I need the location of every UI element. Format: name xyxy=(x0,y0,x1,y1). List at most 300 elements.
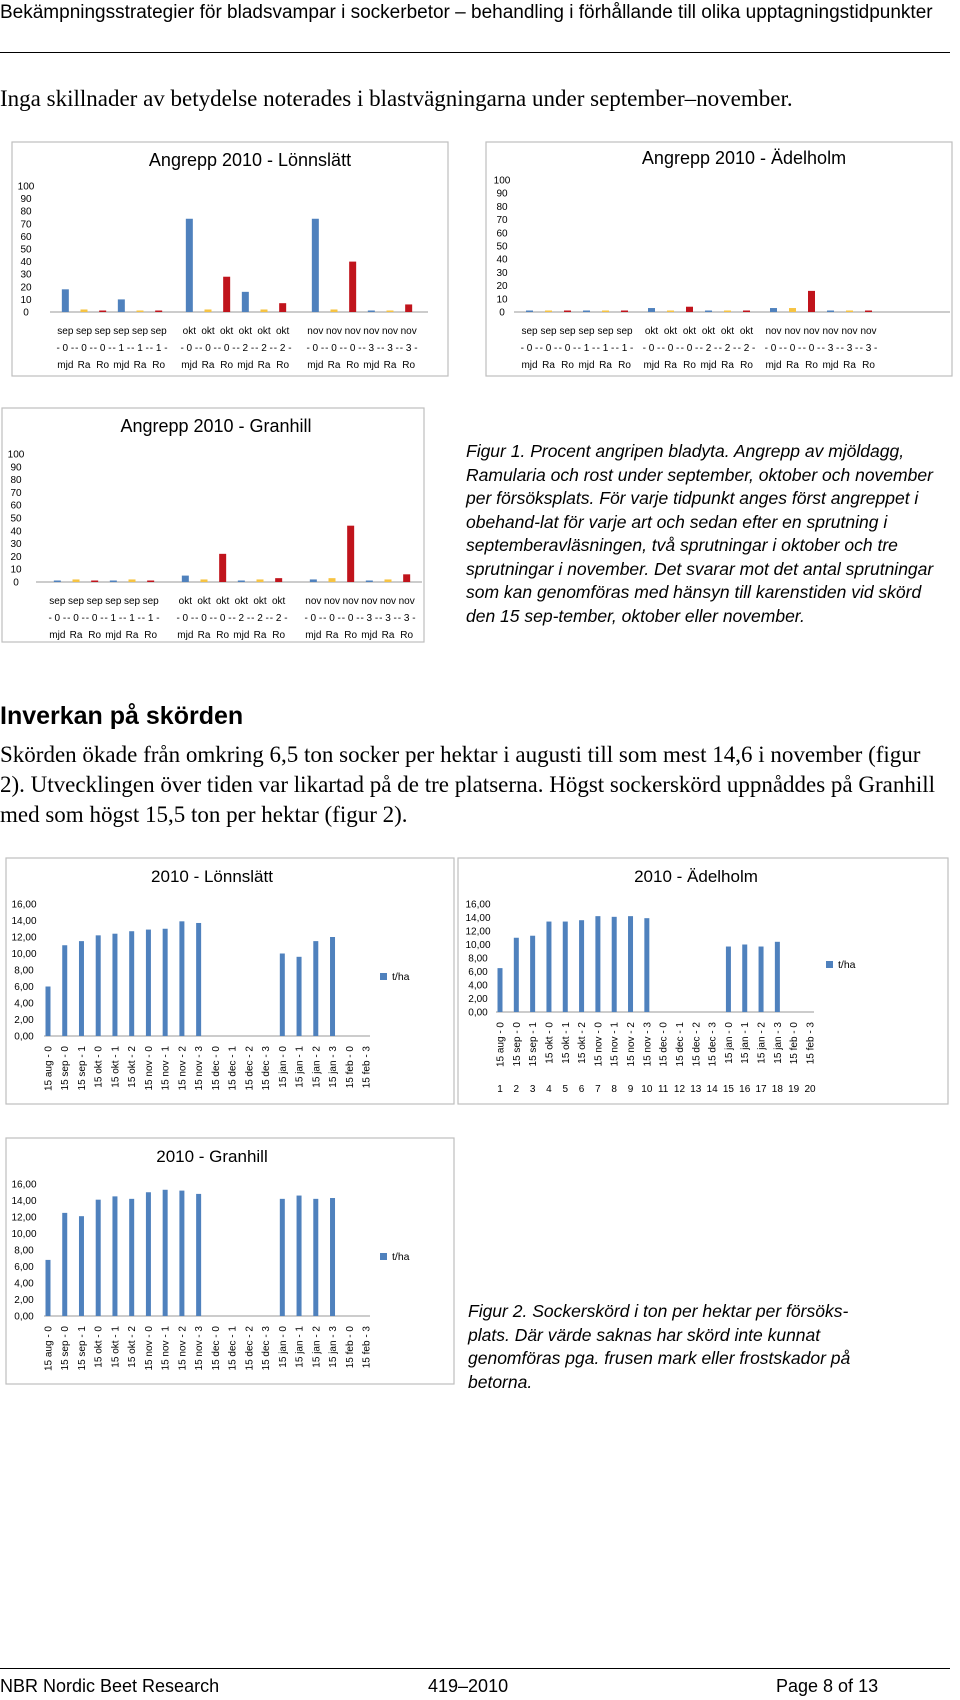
x-tick-label: Ra xyxy=(201,360,215,371)
x-tick-label: - 0 - xyxy=(85,613,104,624)
attack-bar xyxy=(201,579,208,582)
x-tick-label: - 3 - xyxy=(821,343,840,354)
chart-yield-lonnslatt xyxy=(4,856,456,1106)
yield-bar xyxy=(644,918,649,1012)
header-rule xyxy=(0,52,950,53)
x-tick-label: - 3 - xyxy=(362,343,381,354)
x-tick-label: - 1 - xyxy=(123,613,141,624)
x-tick-label: mjd xyxy=(181,360,198,371)
attack-bar xyxy=(667,311,674,313)
x-tick-label: 15 sep - 1 xyxy=(528,1022,540,1067)
x-index-label: 8 xyxy=(611,1084,617,1095)
yield-bar xyxy=(530,936,535,1012)
x-tick-label: - 3 - xyxy=(399,343,418,354)
yield-bar xyxy=(112,934,117,1036)
x-tick-label: 15 jan - 1 xyxy=(294,1326,306,1368)
x-tick-label: Ra xyxy=(843,360,856,371)
x-tick-label: nov xyxy=(765,326,782,337)
x-tick-label: Ra xyxy=(253,630,267,641)
yield-bar xyxy=(146,1192,151,1316)
x-index-label: 5 xyxy=(562,1084,569,1095)
attack-bar xyxy=(808,291,815,312)
x-tick-label: Ro xyxy=(344,630,358,641)
x-tick-label: mjd xyxy=(700,360,717,371)
x-tick-label: Ra xyxy=(327,360,341,371)
chart-title: 2010 - Ädelholm xyxy=(634,867,758,886)
yield-bar xyxy=(579,920,584,1012)
chart-title: 2010 - Granhill xyxy=(156,1147,268,1166)
attack-bar xyxy=(329,578,336,582)
yield-bar xyxy=(62,1213,67,1316)
x-index-label: 16 xyxy=(739,1084,751,1095)
x-tick-label: - 1 - xyxy=(577,343,596,354)
x-tick-label: - 2 - xyxy=(232,613,251,624)
x-tick-label: Ro xyxy=(400,630,414,641)
x-tick-label: okt xyxy=(215,596,230,607)
attack-bar xyxy=(648,308,655,312)
x-tick-label: 15 dec - 0 xyxy=(210,1326,222,1371)
x-tick-label: sep xyxy=(131,326,149,337)
attack-bar xyxy=(526,311,533,313)
x-tick-label: - 2 - xyxy=(718,343,737,354)
x-index-label: 17 xyxy=(755,1084,767,1095)
y-tick-label: 60 xyxy=(20,231,32,243)
y-tick-label: 8,00 xyxy=(14,965,34,977)
y-tick-label: 10 xyxy=(496,294,508,306)
chart-angrepp-adelholm xyxy=(484,140,954,378)
y-tick-label: 10,00 xyxy=(11,949,37,960)
figure2-caption: Figur 2. Sockerskörd i ton per hektar per försöks-plats. Där värde saknas har skörd inte kunnat genomföras pga. frusen mark eller frostskador på betorna. xyxy=(468,1301,851,1392)
x-tick-label: Ra xyxy=(383,360,397,371)
x-tick-label: nov xyxy=(323,596,341,607)
x-tick-label: Ro xyxy=(96,360,110,371)
y-tick-label: 2,00 xyxy=(14,1295,34,1306)
attack-bar xyxy=(129,579,136,582)
x-index-label: 18 xyxy=(771,1084,783,1095)
yield-bar xyxy=(163,929,168,1036)
footer-right: Page 8 of 13 xyxy=(776,1676,879,1696)
x-tick-label: - 1 - xyxy=(131,343,149,354)
x-tick-label: - 0 - xyxy=(56,343,75,354)
x-tick-label: - 0 - xyxy=(199,343,217,354)
attack-bar xyxy=(261,309,268,312)
y-tick-label: 100 xyxy=(7,449,25,461)
yield-bar xyxy=(96,935,101,1036)
attack-bar xyxy=(743,311,750,313)
x-tick-label: - 0 - xyxy=(341,613,360,624)
x-tick-label: 15 dec - 0 xyxy=(658,1022,670,1067)
attack-bar xyxy=(403,574,410,582)
x-tick-label: Ra xyxy=(325,630,339,641)
yield-bar xyxy=(775,942,780,1012)
y-tick-label: 30 xyxy=(20,269,32,281)
x-tick-label: sep xyxy=(540,326,557,337)
x-tick-label: 15 nov - 0 xyxy=(143,1046,155,1091)
x-tick-label: 15 feb - 3 xyxy=(361,1326,373,1369)
x-tick-label: Ra xyxy=(599,360,612,371)
x-tick-label: - 0 - xyxy=(93,343,112,354)
x-tick-label: nov xyxy=(344,326,361,337)
x-tick-label: 15 jan - 0 xyxy=(277,1326,289,1368)
x-tick-label: - 2 - xyxy=(236,343,255,354)
attack-bar xyxy=(62,289,69,312)
attack-bar xyxy=(789,308,796,312)
yield-bar xyxy=(313,1199,318,1316)
x-tick-label: Ro xyxy=(402,360,416,371)
x-tick-label: sep xyxy=(616,326,633,337)
yield-bar xyxy=(46,987,51,1037)
y-tick-label: 14,00 xyxy=(11,916,37,927)
page-header: Bekämpningsstrategier för bladsvampar i sockerbetor – behandling i förhållande till olika upptagningstidpunkter xyxy=(0,2,933,23)
yield-bar xyxy=(330,937,335,1036)
x-tick-label: mjd xyxy=(643,360,660,371)
attack-bar xyxy=(223,277,230,312)
x-tick-label: - 0 - xyxy=(213,613,232,624)
y-tick-label: 12,00 xyxy=(465,926,491,938)
x-tick-label: 15 feb - 0 xyxy=(344,1326,356,1369)
x-tick-label: nov xyxy=(803,326,820,337)
yield-bar xyxy=(179,1191,184,1316)
x-tick-label: 15 okt - 0 xyxy=(93,1326,105,1368)
x-tick-label: - 0 - xyxy=(195,613,213,624)
x-tick-label: Ra xyxy=(786,360,799,371)
x-tick-label: mjd xyxy=(307,360,324,371)
attack-bar xyxy=(186,219,193,312)
legend-swatch xyxy=(826,961,833,968)
x-index-label: 11 xyxy=(657,1084,669,1095)
x-tick-label: 15 jan - 2 xyxy=(311,1326,323,1368)
y-tick-label: 90 xyxy=(496,188,508,200)
x-tick-label: 15 jan - 2 xyxy=(756,1022,768,1064)
y-tick-label: 60 xyxy=(10,500,22,512)
x-tick-label: okt xyxy=(178,596,193,607)
y-tick-label: 20 xyxy=(20,282,32,294)
x-tick-label: okt xyxy=(701,326,716,337)
attack-bar xyxy=(91,581,98,583)
x-tick-label: mjd xyxy=(177,630,194,641)
y-tick-label: 70 xyxy=(496,215,508,227)
x-tick-label: okt xyxy=(739,326,754,337)
x-tick-label: 15 okt - 0 xyxy=(93,1046,105,1088)
footer-left: NBR Nordic Beet Research xyxy=(0,1676,220,1696)
attack-bar xyxy=(155,311,162,313)
attack-bar xyxy=(705,311,712,313)
attack-bar xyxy=(205,309,212,312)
x-tick-label: 15 okt - 2 xyxy=(127,1326,139,1368)
x-tick-label: 15 nov - 3 xyxy=(194,1326,206,1371)
x-tick-label: Ra xyxy=(125,630,139,641)
y-tick-label: 10 xyxy=(20,294,32,306)
x-tick-label: - 3 - xyxy=(381,343,399,354)
attack-bar xyxy=(347,526,354,582)
y-tick-label: 50 xyxy=(10,513,22,525)
x-tick-label: Ra xyxy=(69,630,83,641)
attack-bar xyxy=(686,307,693,312)
x-tick-label: sep xyxy=(578,326,595,337)
y-tick-label: 100 xyxy=(17,181,35,193)
x-tick-label: sep xyxy=(57,326,74,337)
attack-bar xyxy=(387,311,394,313)
x-tick-label: - 0 - xyxy=(558,343,577,354)
x-tick-label: Ro xyxy=(276,360,290,371)
x-tick-label: 15 feb - 3 xyxy=(805,1022,817,1065)
attack-bar xyxy=(366,581,373,583)
attack-bar xyxy=(545,311,552,313)
x-tick-label: Ro xyxy=(220,360,234,371)
x-index-label: 7 xyxy=(595,1084,601,1095)
y-tick-label: 30 xyxy=(10,539,22,551)
x-tick-label: mjd xyxy=(233,630,250,641)
y-tick-label: 40 xyxy=(10,526,22,538)
x-tick-label: 15 sep - 0 xyxy=(60,1326,72,1371)
x-tick-label: 15 feb - 0 xyxy=(344,1046,356,1089)
x-index-label: 2 xyxy=(513,1084,520,1095)
x-tick-label: Ra xyxy=(664,360,677,371)
y-tick-label: 10 xyxy=(10,564,22,576)
x-tick-label: Ro xyxy=(152,360,166,371)
x-tick-label: nov xyxy=(860,326,877,337)
x-tick-label: 15 dec - 0 xyxy=(210,1046,222,1091)
x-tick-label: Ro xyxy=(618,360,631,371)
x-index-label: 10 xyxy=(641,1084,653,1095)
x-index-label: 4 xyxy=(546,1084,552,1095)
x-tick-label: 15 sep - 1 xyxy=(76,1326,88,1371)
yield-bar xyxy=(112,1196,117,1316)
x-tick-label: 15 dec - 1 xyxy=(674,1022,686,1067)
chart-angrepp-granhill xyxy=(0,406,426,644)
x-tick-label: Ra xyxy=(381,630,395,641)
y-tick-label: 0 xyxy=(499,307,505,319)
x-tick-label: mjd xyxy=(113,360,130,371)
x-tick-label: okt xyxy=(234,596,249,607)
x-tick-label: 15 okt - 1 xyxy=(110,1326,122,1368)
x-tick-label: 15 okt - 0 xyxy=(544,1022,556,1064)
chart-title: Angrepp 2010 - Ädelholm xyxy=(641,148,847,168)
chart-yield-adelholm xyxy=(456,856,950,1106)
x-tick-label: 15 jan - 2 xyxy=(311,1046,323,1088)
x-tick-label: 15 okt - 1 xyxy=(110,1046,122,1088)
x-tick-label: Ro xyxy=(88,630,102,641)
x-tick-label: nov xyxy=(400,326,417,337)
y-tick-label: 50 xyxy=(496,241,508,253)
x-tick-label: - 2 - xyxy=(737,343,756,354)
y-tick-label: 100 xyxy=(493,175,511,187)
y-tick-label: 40 xyxy=(496,254,508,266)
x-tick-label: 15 jan - 0 xyxy=(723,1022,735,1064)
x-tick-label: - 3 - xyxy=(379,613,397,624)
x-tick-label: sep xyxy=(49,596,66,607)
x-tick-label: 15 nov - 1 xyxy=(609,1022,621,1067)
chart-title: Angrepp 2010 - Lönnslätt xyxy=(148,150,352,170)
attack-bar xyxy=(331,309,338,312)
yield-bar xyxy=(330,1198,335,1316)
attack-bar xyxy=(182,576,189,582)
y-tick-label: 4,00 xyxy=(14,1278,34,1290)
x-tick-label: - 0 - xyxy=(680,343,699,354)
yield-bar xyxy=(62,945,67,1036)
x-tick-label: Ra xyxy=(197,630,211,641)
x-tick-label: Ro xyxy=(561,360,574,371)
x-tick-label: okt xyxy=(644,326,659,337)
x-index-label: 14 xyxy=(706,1084,718,1095)
yield-bar xyxy=(280,954,285,1037)
attack-bar xyxy=(279,303,286,312)
yield-bar xyxy=(297,957,302,1036)
y-tick-label: 0 xyxy=(23,307,29,319)
x-tick-label: - 2 - xyxy=(699,343,718,354)
x-tick-label: 15 aug - 0 xyxy=(43,1326,55,1372)
x-tick-label: - 0 - xyxy=(642,343,661,354)
x-tick-label: - 0 - xyxy=(343,343,362,354)
x-tick-label: nov xyxy=(363,326,380,337)
x-index-label: 9 xyxy=(627,1084,634,1095)
legend-swatch xyxy=(380,973,387,980)
y-tick-label: 6,00 xyxy=(14,1262,34,1273)
x-tick-label: 15 okt - 2 xyxy=(577,1022,589,1064)
attack-bar xyxy=(312,219,319,312)
y-tick-label: 40 xyxy=(20,257,32,269)
y-tick-label: 14,00 xyxy=(465,913,491,924)
x-tick-label: okt xyxy=(219,326,234,337)
x-tick-label: okt xyxy=(197,596,211,607)
attack-bar xyxy=(310,579,317,582)
x-tick-label: - 0 - xyxy=(217,343,236,354)
attack-bar xyxy=(81,309,88,312)
x-tick-label: - 1 - xyxy=(149,343,168,354)
x-tick-label: okt xyxy=(253,596,267,607)
yield-bar xyxy=(742,945,747,1013)
attack-bar xyxy=(349,262,356,312)
yield-bar xyxy=(514,938,519,1012)
y-tick-label: 70 xyxy=(10,487,22,499)
y-tick-label: 4,00 xyxy=(14,998,34,1010)
x-tick-label: nov xyxy=(784,326,801,337)
x-tick-label: - 3 - xyxy=(360,613,379,624)
x-tick-label: sep xyxy=(113,326,130,337)
x-tick-label: Ra xyxy=(542,360,555,371)
y-tick-label: 16,00 xyxy=(465,899,491,911)
x-tick-label: okt xyxy=(238,326,253,337)
attack-bar xyxy=(621,311,628,313)
x-tick-label: 15 nov - 1 xyxy=(160,1046,172,1091)
attack-bar xyxy=(118,299,125,312)
x-tick-label: sep xyxy=(67,596,85,607)
yield-bar xyxy=(196,1194,201,1316)
attack-bar xyxy=(846,311,853,313)
yield-bar xyxy=(546,922,551,1012)
x-index-label: 15 xyxy=(722,1084,734,1095)
attack-bar xyxy=(137,311,144,313)
x-tick-label: okt xyxy=(271,596,286,607)
yield-bar xyxy=(595,916,600,1012)
y-tick-label: 16,00 xyxy=(11,1179,37,1191)
x-tick-label: 15 jan - 3 xyxy=(328,1326,340,1368)
attack-bar xyxy=(54,581,61,583)
x-tick-label: mjd xyxy=(237,360,254,371)
yield-bar xyxy=(96,1200,101,1316)
x-tick-label: Ra xyxy=(257,360,271,371)
x-tick-label: Ro xyxy=(862,360,875,371)
yield-bar xyxy=(563,922,568,1012)
yield-bar xyxy=(129,931,134,1036)
legend-label: t/ha xyxy=(392,1251,410,1263)
attack-bar xyxy=(385,579,392,582)
y-tick-label: 10,00 xyxy=(11,1229,37,1240)
x-tick-label: 15 okt - 2 xyxy=(127,1046,139,1088)
yield-bar xyxy=(313,941,318,1036)
x-tick-label: 15 jan - 1 xyxy=(740,1022,752,1064)
x-tick-label: sep xyxy=(150,326,167,337)
x-index-label: 12 xyxy=(673,1084,686,1095)
x-tick-label: - 0 - xyxy=(783,343,802,354)
x-tick-label: sep xyxy=(142,596,159,607)
legend-label: t/ha xyxy=(392,971,410,983)
x-tick-label: mjd xyxy=(49,630,66,641)
x-tick-label: mjd xyxy=(578,360,595,371)
y-tick-label: 20 xyxy=(10,551,22,563)
attack-bar xyxy=(827,311,834,313)
x-tick-label: Ra xyxy=(77,360,91,371)
x-tick-label: - 1 - xyxy=(112,343,131,354)
x-tick-label: - 3 - xyxy=(840,343,859,354)
y-tick-label: 20 xyxy=(496,281,508,293)
x-tick-label: okt xyxy=(682,326,697,337)
y-tick-label: 6,00 xyxy=(468,967,488,978)
yield-bar xyxy=(179,921,184,1036)
x-tick-label: mjd xyxy=(105,630,122,641)
x-tick-label: Ro xyxy=(683,360,696,371)
attack-bar xyxy=(219,554,226,582)
x-tick-label: nov xyxy=(841,326,858,337)
x-tick-label: sep xyxy=(86,596,103,607)
attack-bar xyxy=(238,581,245,583)
x-tick-label: - 0 - xyxy=(539,343,558,354)
x-tick-label: 15 jan - 0 xyxy=(277,1046,289,1088)
x-tick-label: 15 feb - 3 xyxy=(361,1046,373,1089)
x-tick-label: - 1 - xyxy=(141,613,160,624)
x-tick-label: mjd xyxy=(765,360,782,371)
x-index-label: 6 xyxy=(578,1084,585,1095)
y-tick-label: 6,00 xyxy=(14,982,34,993)
x-tick-label: - 0 - xyxy=(802,343,821,354)
x-tick-label: - 0 - xyxy=(306,343,325,354)
x-tick-label: 15 nov - 0 xyxy=(593,1022,605,1067)
y-tick-label: 90 xyxy=(20,194,32,206)
attack-bar xyxy=(99,311,106,313)
x-tick-label: nov xyxy=(361,596,378,607)
y-tick-label: 16,00 xyxy=(11,899,37,911)
x-tick-label: sep xyxy=(94,326,111,337)
yield-bar xyxy=(79,941,84,1036)
x-index-label: 3 xyxy=(529,1084,536,1095)
y-tick-label: 0,00 xyxy=(14,1031,34,1043)
yield-bar xyxy=(759,947,764,1012)
x-tick-label: 15 sep - 0 xyxy=(511,1022,523,1067)
x-tick-label: 15 jan - 3 xyxy=(328,1046,340,1088)
yield-bar xyxy=(146,930,151,1036)
x-tick-label: 15 sep - 1 xyxy=(76,1046,88,1091)
yield-bar xyxy=(129,1199,134,1316)
x-tick-label: nov xyxy=(822,326,839,337)
attack-bar xyxy=(275,578,282,582)
x-tick-label: Ro xyxy=(216,630,230,641)
chart-frame xyxy=(486,142,952,376)
x-tick-label: 15 dec - 1 xyxy=(227,1326,239,1371)
x-index-label: 1 xyxy=(497,1084,503,1095)
y-tick-label: 12,00 xyxy=(11,1212,37,1224)
x-tick-label: mjd xyxy=(363,360,380,371)
x-tick-label: Ro xyxy=(740,360,753,371)
